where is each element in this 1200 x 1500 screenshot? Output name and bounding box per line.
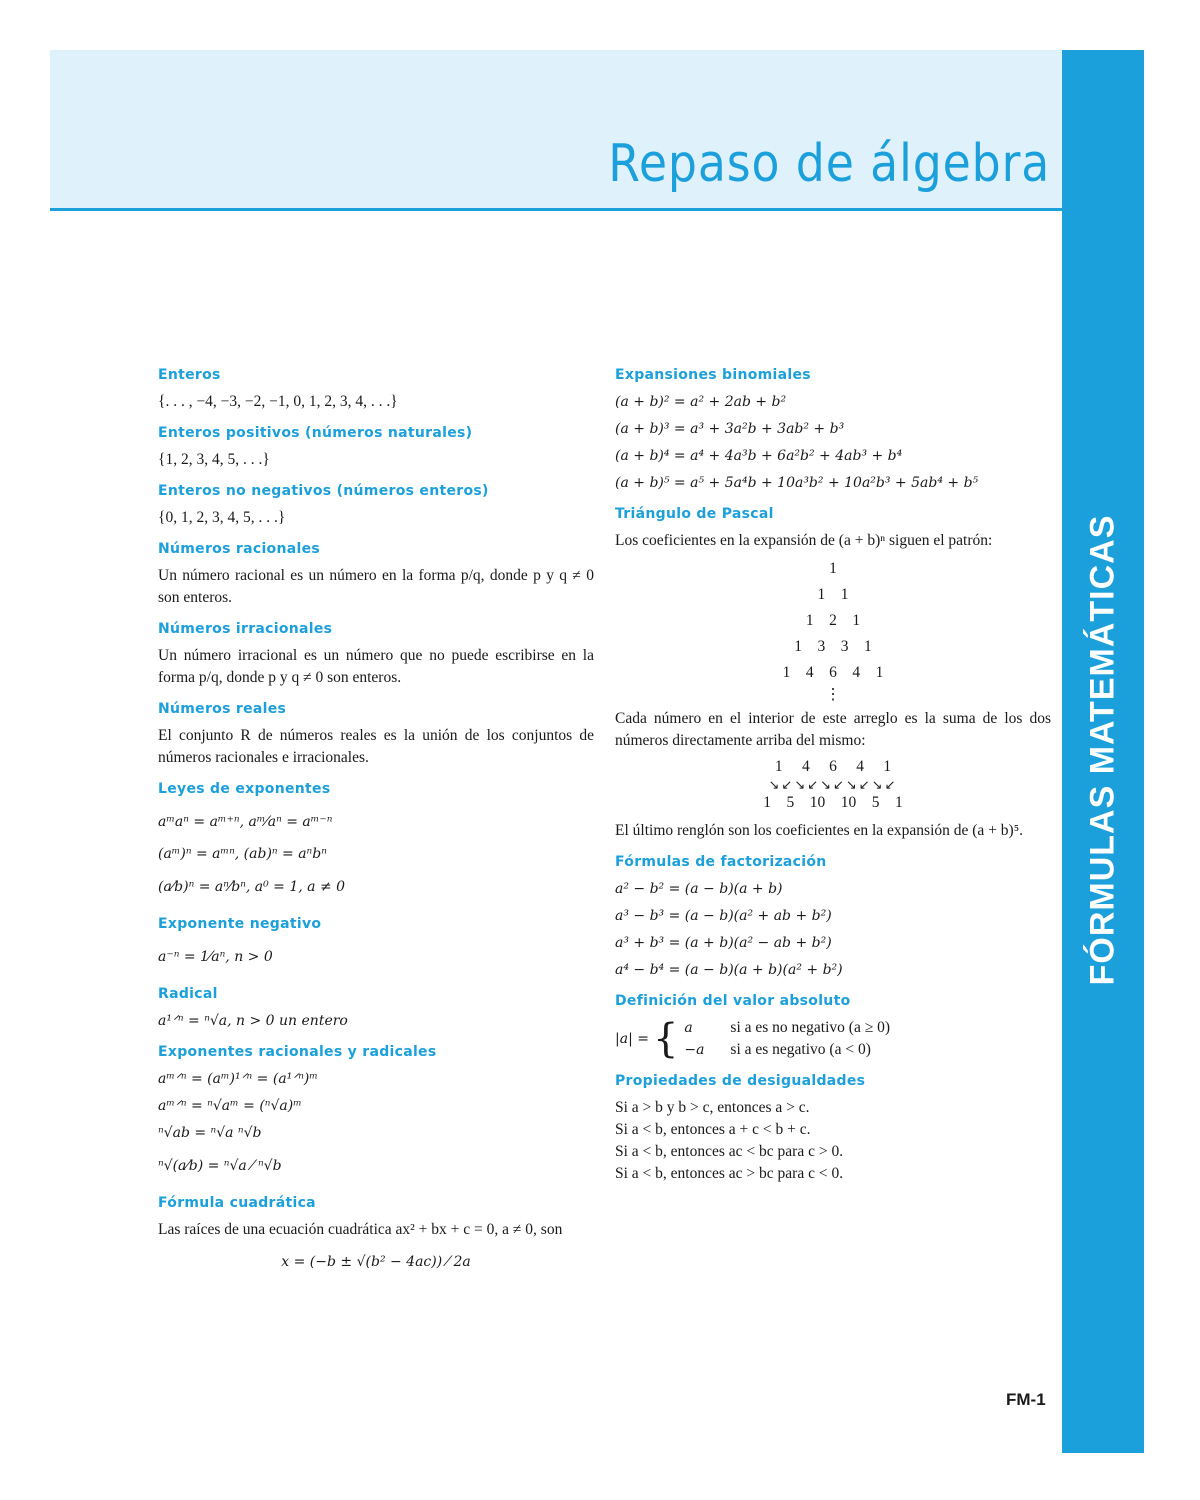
section-title: Números reales bbox=[158, 701, 287, 717]
pascal-row: 1 2 1 bbox=[805, 612, 861, 629]
section-factorizacion bbox=[615, 852, 1051, 981]
section-title: Fórmula cuadrática bbox=[158, 1195, 316, 1211]
absolute-value-definition bbox=[615, 1017, 1051, 1061]
section-title: Propiedades de desigualdades bbox=[615, 1073, 866, 1089]
section-exponente-negativo bbox=[158, 914, 594, 974]
section-title: Enteros positivos (números naturales) bbox=[158, 425, 473, 441]
section-body: {. . . , −4, −3, −2, −1, 0, 1, 2, 3, 4, . . .} bbox=[158, 393, 398, 410]
case-value: a bbox=[684, 1020, 693, 1036]
formula-line: ⁿ√ab = ⁿ√a ⁿ√b bbox=[158, 1125, 262, 1141]
page-number: FM-1 bbox=[1006, 1390, 1046, 1409]
pascal-triangle bbox=[615, 556, 1051, 704]
formula-line: ⁿ√(a⁄b) = ⁿ√a ⁄ ⁿ√b bbox=[158, 1158, 282, 1174]
header-rule bbox=[50, 208, 1062, 211]
section-binomiales bbox=[615, 365, 1051, 494]
brace-icon: { bbox=[652, 1016, 679, 1062]
left-column bbox=[158, 365, 594, 1289]
section-pascal bbox=[615, 504, 1051, 842]
pascal-row: 1 4 6 4 1 bbox=[782, 664, 884, 681]
formula-line: a² − b² = (a − b)(a + b) bbox=[615, 881, 783, 897]
section-title: Expansiones binomiales bbox=[615, 367, 811, 383]
formula-line: aᵐᐟⁿ = ⁿ√aᵐ = (ⁿ√a)ᵐ bbox=[158, 1098, 302, 1114]
section-body: Un número irracional es un número que no puede escribirse en la forma p/q, donde p y q ≠ 0 son enteros. bbox=[158, 647, 594, 686]
formula-line: (aᵐ)ⁿ = aᵐⁿ, (ab)ⁿ = aⁿbⁿ bbox=[158, 846, 327, 862]
inequality-line: Si a < b, entonces a + c < b + c. bbox=[615, 1121, 811, 1138]
formula-line: a¹ᐟⁿ = ⁿ√a, n > 0 un entero bbox=[158, 1013, 348, 1029]
section-desigualdades bbox=[615, 1071, 1051, 1185]
section-title: Números racionales bbox=[158, 541, 321, 557]
section-title: Enteros no negativos (números enteros) bbox=[158, 483, 489, 499]
section-body: Cada número en el interior de este arreglo es la suma de los dos números directamente arriba del mismo: bbox=[615, 710, 1051, 749]
formula-line: a³ − b³ = (a − b)(a² + ab + b²) bbox=[615, 908, 832, 924]
abs-cases bbox=[684, 1017, 890, 1061]
formula-line: (a + b)⁵ = a⁵ + 5a⁴b + 10a³b² + 10a²b³ + 5ab⁴ + b⁵ bbox=[615, 475, 979, 491]
side-label: FÓRMULAS MATEMÁTICAS bbox=[1083, 514, 1122, 986]
section-body: El último renglón son los coeficientes en la expansión de (a + b)⁵. bbox=[615, 822, 1023, 839]
formula-line: a⁴ − b⁴ = (a − b)(a + b)(a² + b²) bbox=[615, 962, 843, 978]
formula-line: (a + b)⁴ = a⁴ + 4a³b + 6a²b² + 4ab³ + b⁴ bbox=[615, 448, 903, 464]
section-title: Enteros bbox=[158, 367, 221, 383]
pascal-row: 1 3 3 1 bbox=[794, 638, 872, 655]
section-body: Las raíces de una ecuación cuadrática ax² + bx + c = 0, a ≠ 0, son bbox=[158, 1221, 563, 1238]
section-irracionales bbox=[158, 619, 594, 689]
pascal-row: 1 bbox=[829, 560, 837, 577]
abs-lhs: |a| = bbox=[615, 1031, 649, 1047]
case-condition: si a es no negativo (a ≥ 0) bbox=[730, 1019, 891, 1036]
formula-line: a³ + b³ = (a + b)(a² − ab + b²) bbox=[615, 935, 832, 951]
section-valor-absoluto bbox=[615, 991, 1051, 1061]
section-enteros bbox=[158, 365, 594, 413]
section-formula-cuadratica bbox=[158, 1193, 594, 1279]
inequality-line: Si a > b y b > c, entonces a > c. bbox=[615, 1099, 810, 1116]
right-column bbox=[615, 365, 1051, 1195]
section-title: Radical bbox=[158, 986, 218, 1002]
section-radical bbox=[158, 984, 594, 1032]
section-title: Definición del valor absoluto bbox=[615, 993, 851, 1009]
section-body: El conjunto R de números reales es la unión de los conjuntos de números racionales e irracionales. bbox=[158, 727, 594, 766]
pascal-top-row: 1 4 6 4 1 bbox=[774, 758, 892, 775]
section-exponentes-racionales bbox=[158, 1042, 594, 1183]
pascal-bottom-row: 1 5 10 10 5 1 bbox=[763, 794, 903, 811]
section-title: Fórmulas de factorización bbox=[615, 854, 827, 870]
section-positivos bbox=[158, 423, 594, 471]
formula-line: a⁻ⁿ = 1⁄aⁿ, n > 0 bbox=[158, 949, 273, 965]
formula-line: aᵐaⁿ = aᵐ⁺ⁿ, aᵐ⁄aⁿ = aᵐ⁻ⁿ bbox=[158, 814, 333, 830]
section-reales bbox=[158, 699, 594, 769]
pascal-row: ⋮ bbox=[825, 686, 841, 703]
section-title: Exponente negativo bbox=[158, 916, 322, 932]
formula-line: aᵐᐟⁿ = (aᵐ)¹ᐟⁿ = (a¹ᐟⁿ)ᵐ bbox=[158, 1071, 318, 1087]
section-body: Los coeficientes en la expansión de (a + b)ⁿ siguen el patrón: bbox=[615, 532, 993, 549]
formula-line: (a + b)² = a² + 2ab + b² bbox=[615, 394, 787, 410]
section-title: Números irracionales bbox=[158, 621, 333, 637]
quadratic-formula: x = (−b ± √(b² − 4ac)) ⁄ 2a bbox=[281, 1254, 471, 1270]
section-title: Leyes de exponentes bbox=[158, 781, 331, 797]
section-body: {1, 2, 3, 4, 5, . . .} bbox=[158, 451, 270, 468]
section-title: Exponentes racionales y radicales bbox=[158, 1044, 437, 1060]
formula-line: (a⁄b)ⁿ = aⁿ⁄bⁿ, a⁰ = 1, a ≠ 0 bbox=[158, 879, 346, 895]
section-body: Un número racional es un número en la forma p/q, donde p y q ≠ 0 son enteros. bbox=[158, 567, 594, 606]
formula-line: (a + b)³ = a³ + 3a²b + 3ab² + b³ bbox=[615, 421, 845, 437]
case-condition: si a es negativo (a < 0) bbox=[730, 1041, 871, 1058]
section-leyes-exponentes bbox=[158, 779, 594, 904]
section-title: Triángulo de Pascal bbox=[615, 506, 774, 522]
section-racionales bbox=[158, 539, 594, 609]
page-title: Repaso de álgebra bbox=[608, 134, 1050, 194]
section-body: {0, 1, 2, 3, 4, 5, . . .} bbox=[158, 509, 286, 526]
pascal-row: 1 1 bbox=[817, 586, 849, 603]
section-no-negativos bbox=[158, 481, 594, 529]
inequality-line: Si a < b, entonces ac < bc para c > 0. bbox=[615, 1143, 844, 1160]
inequality-line: Si a < b, entonces ac > bc para c < 0. bbox=[615, 1165, 844, 1182]
pascal-arrows: ↘↙↘↙↘↙↘↙↘↙ bbox=[768, 777, 898, 792]
case-value: −a bbox=[684, 1042, 705, 1058]
